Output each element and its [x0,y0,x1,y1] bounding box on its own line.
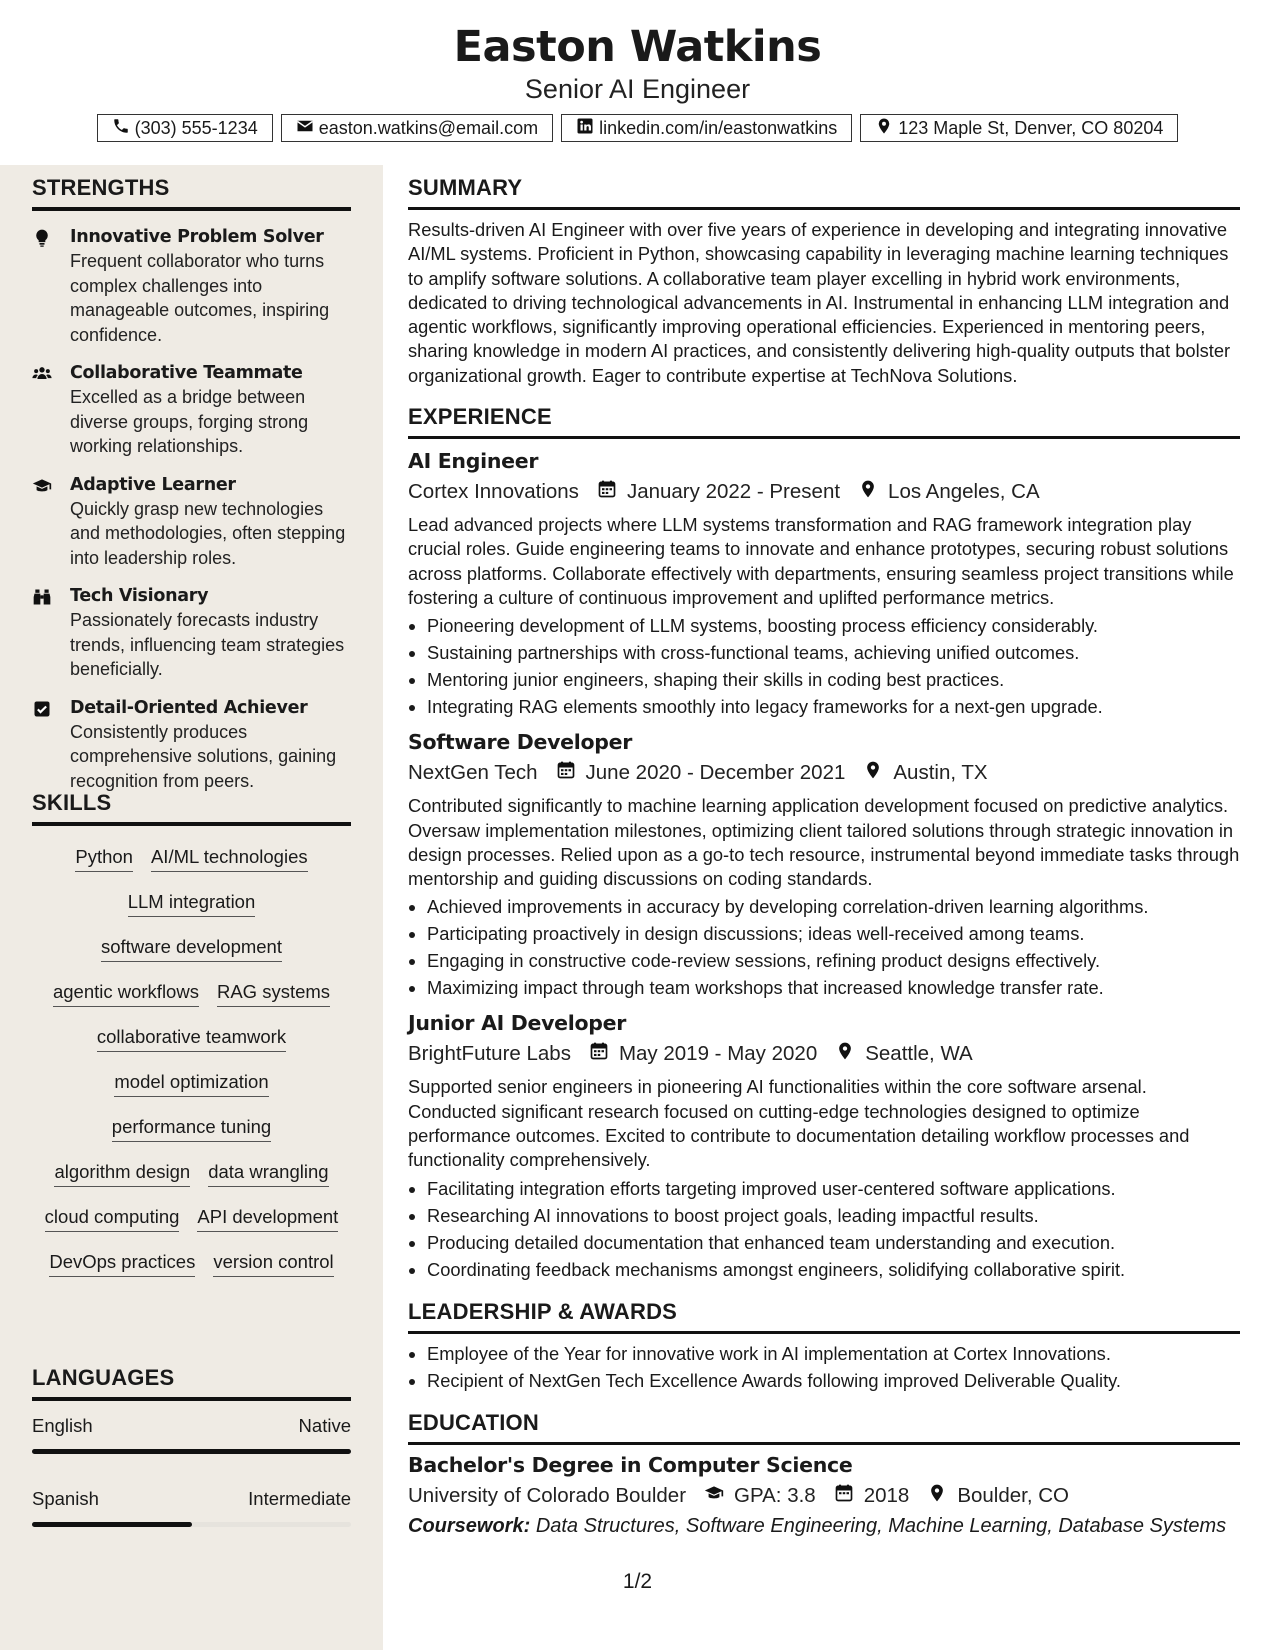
contact-phone[interactable] [97,114,273,142]
leadership-heading: LEADERSHIP & AWARDS [408,1299,1240,1334]
skill-tag: collaborative teamwork [97,1026,286,1052]
page-number: 1/2 [622,1570,653,1593]
strength-item [32,225,351,347]
job-company: Cortex Innovations [408,480,579,504]
graduation-cap-icon [32,473,70,571]
skill-row [128,881,256,926]
skill-tag: RAG systems [217,981,330,1007]
strength-title: Collaborative Teammate [70,363,303,383]
bullet-item: • Participating proactively in design discussions; ideas well-received among teams. [427,920,1240,947]
bullet-item: • Facilitating integration efforts targeting improved user-centered software applications. [427,1175,1240,1202]
award-item: • Employee of the Year for innovative work in AI implementation at Cortex Innovations. [427,1340,1240,1367]
skill-tag: performance tuning [112,1116,271,1142]
languages-section [32,1365,351,1527]
map-pin-icon [875,117,893,140]
resume-header [0,0,1275,165]
address-text: 123 Maple St, Denver, CO 80204 [898,117,1164,138]
skill-tag: data wrangling [208,1161,328,1187]
strength-desc: Passionately forecasts industry trends, influencing team strategies beneficially. [70,610,345,679]
envelope-icon [296,117,314,140]
bullet-item: • Researching AI innovations to boost project goals, leading impactful results. [427,1202,1240,1229]
strength-item [32,584,351,682]
contact-email[interactable] [281,114,553,142]
education-section [408,1410,1240,1538]
strength-title: Adaptive Learner [70,474,236,495]
lightbulb-icon [32,225,70,347]
language-item [32,1415,351,1454]
language-proficiency-fill [32,1449,351,1454]
phone-text: (303) 555-1234 [134,117,258,138]
job-entry [408,1011,1240,1282]
skill-row [45,1196,339,1241]
skill-tag: API development [197,1206,338,1232]
language-name: Spanish [32,1488,99,1509]
skill-row [54,1151,328,1196]
skill-tag: software development [101,936,282,962]
contact-address[interactable] [860,114,1178,142]
skill-tag: cloud computing [45,1206,180,1232]
award-item: • Recipient of NextGen Tech Excellence Awards following improved Deliverable Quality. [427,1367,1240,1394]
bullet-item: • Producing detailed documentation that enhanced team understanding and execution. [427,1229,1240,1256]
strength-title: Innovative Problem Solver [70,227,324,247]
job-location: Austin, TX [893,761,988,785]
skill-row [53,971,330,1016]
bullet-item: • Coordinating feedback mechanisms amongst engineers, solidifying collaborative spirit. [427,1256,1240,1283]
strength-desc: Consistently produces comprehensive solutions, gaining recognition from peers. [70,721,337,791]
language-proficiency-bar [32,1522,351,1527]
map-pin-icon [817,1041,865,1067]
strength-item [32,696,351,794]
contact-linkedin[interactable] [561,114,852,142]
summary-heading: SUMMARY [408,175,1240,210]
job-description: Supported senior engineers in pioneering AI functionalities within the core software arsenal. Conducted significant research focused on cutting-edge technologies designed to optimize performance outcomes. Excited to contribute to documentation detailing workflow processes and functionality comprehensively. [408,1076,1190,1171]
sidebar [0,165,383,1650]
language-level: Native [298,1415,351,1436]
education-meta [408,1483,1240,1509]
job-meta [408,760,1240,786]
phone-icon [112,117,130,140]
job-role: Junior AI Developer [408,1011,627,1036]
bullet-item: • Pioneering development of LLM systems, boosting process efficiency considerably. [427,612,1240,639]
job-entry [408,449,1240,720]
summary-section [408,175,1240,388]
calendar-icon [538,760,586,786]
leadership-list [408,1340,1240,1394]
summary-text: Results-driven AI Engineer with over five years of experience in developing and integrating innovative AI/ML systems. Proficient in Python, showcasing capability in leveraging machine learning techniques to amplify software solutions. A collaborative team player excelling in hybrid work environments, dedicated to driving technological advancements in AI. Instrumental in enhancing LLM integration and agentic workflows, significantly improving operational efficiencies. Experienced in mentoring peers, sharing knowledge in modern AI practices, and consistently delivering high-quality outputs that bolster organizational growth. Eager to contribute expertise at TechNova Solutions. [408,219,1231,386]
skill-row [75,836,307,881]
job-bullets [408,1175,1240,1283]
bullet-item: • Engaging in constructive code-review sessions, refining product designs effectively. [427,947,1240,974]
users-icon [32,361,70,459]
job-role: Software Developer [408,730,633,755]
job-dates: June 2020 - December 2021 [585,761,846,785]
skill-tag: LLM integration [128,891,256,917]
main-content [408,165,1240,1538]
calendar-icon [816,1483,864,1509]
skills-section [32,790,351,1286]
job-location: Seattle, WA [865,1042,973,1066]
job-bullets [408,612,1240,720]
language-proficiency-fill [32,1522,192,1527]
strength-item [32,473,351,571]
skill-tag: algorithm design [54,1161,190,1187]
skill-row [97,1016,286,1061]
gpa: GPA: 3.8 [734,1483,816,1507]
candidate-title: Senior AI Engineer [524,74,751,104]
bullet-item: • Mentoring junior engineers, shaping their skills in coding best practices. [427,666,1240,693]
job-dates: January 2022 - Present [626,480,841,504]
job-company: BrightFuture Labs [408,1042,571,1066]
map-pin-icon [840,479,888,505]
job-meta [408,479,1240,505]
skills-list [32,836,351,1286]
skill-row [112,1106,271,1151]
skill-tag: agentic workflows [53,981,199,1007]
job-description: Contributed significantly to machine learning application development focused on predictive analytics. Oversaw implementation milestones, optimizing client tailored solutions through strategic innovation in design processes. Relied upon as a go-to tech resource, instrumental beyond immediate tasks through mentorship and guiding discussions on coding standards. [408,795,1240,890]
skill-tag: version control [213,1251,333,1277]
bullet-item: • Sustaining partnerships with cross-functional teams, achieving unified outcomes. [427,639,1240,666]
bullet-item: • Maximizing impact through team workshops that increased knowledge transfer rate. [427,974,1240,1001]
strength-desc: Quickly grasp new technologies and methodologies, often stepping into leadership roles. [70,498,346,568]
linkedin-text: linkedin.com/in/eastonwatkins [599,117,838,138]
contact-bar [0,114,1275,142]
job-company: NextGen Tech [408,761,538,785]
coursework-list: Data Structures, Software Engineering, Machine Learning, Database Systems [535,1514,1227,1537]
calendar-icon [579,479,627,505]
strengths-section [32,175,351,793]
language-name: English [32,1415,93,1436]
strength-desc: Excelled as a bridge between diverse groups, forging strong working relationships. [70,387,309,456]
job-role: AI Engineer [408,449,539,474]
checkbox-icon [32,696,70,794]
leadership-section [408,1299,1240,1394]
calendar-icon [571,1041,619,1067]
skill-row [114,1061,268,1106]
skill-row [101,926,282,971]
graduation-year: 2018 [863,1483,910,1507]
skills-heading: SKILLS [32,790,351,826]
map-pin-icon [845,760,893,786]
coursework [408,1515,1240,1538]
language-item [32,1488,351,1527]
job-description: Lead advanced projects where LLM systems transformation and RAG framework integration play crucial roles. Guide engineering teams to innovate and enhance prototypes, securing robust solutions across platforms. Collaborate effectively with departments, ensuring seamless project transitions while fostering a culture of continuous improvement and uplifted performance metrics. [408,514,1234,608]
skill-tag: DevOps practices [49,1251,195,1277]
job-dates: May 2019 - May 2020 [618,1042,818,1066]
experience-heading: EXPERIENCE [408,404,1240,439]
job-entry [408,730,1240,1001]
job-meta [408,1041,1240,1067]
strength-desc: Frequent collaborator who turns complex challenges into manageable outcomes, inspiring confidence. [70,251,330,345]
job-bullets [408,893,1240,1001]
language-proficiency-bar [32,1449,351,1454]
binoculars-icon [32,584,70,682]
email-text: easton.watkins@email.com [318,117,539,138]
strength-title: Tech Visionary [70,586,209,606]
skill-tag: AI/ML technologies [151,846,308,872]
language-level: Intermediate [248,1488,351,1509]
degree-title: Bachelor's Degree in Computer Science [408,1452,853,1477]
skill-row [49,1241,333,1286]
bullet-item: • Integrating RAG elements smoothly into legacy frameworks for a next-gen upgrade. [427,693,1240,720]
strengths-heading: STRENGTHS [32,175,351,211]
map-pin-icon [909,1483,957,1509]
strength-item [32,361,351,459]
experience-section [408,404,1240,1283]
languages-heading: LANGUAGES [32,1365,351,1401]
linkedin-icon [576,117,594,140]
skill-tag: model optimization [114,1071,268,1097]
skill-tag: Python [75,846,133,872]
coursework-label: Coursework: [408,1514,531,1537]
graduation-cap-icon [686,1483,734,1509]
bullet-item: • Achieved improvements in accuracy by developing correlation-driven learning algorithms. [427,893,1240,920]
strength-title: Detail-Oriented Achiever [70,697,308,718]
education-heading: EDUCATION [408,1410,1240,1445]
school-name: University of Colorado Boulder [408,1483,687,1507]
school-location: Boulder, CO [957,1483,1069,1507]
job-location: Los Angeles, CA [888,480,1040,504]
candidate-name: Easton Watkins [453,22,822,72]
